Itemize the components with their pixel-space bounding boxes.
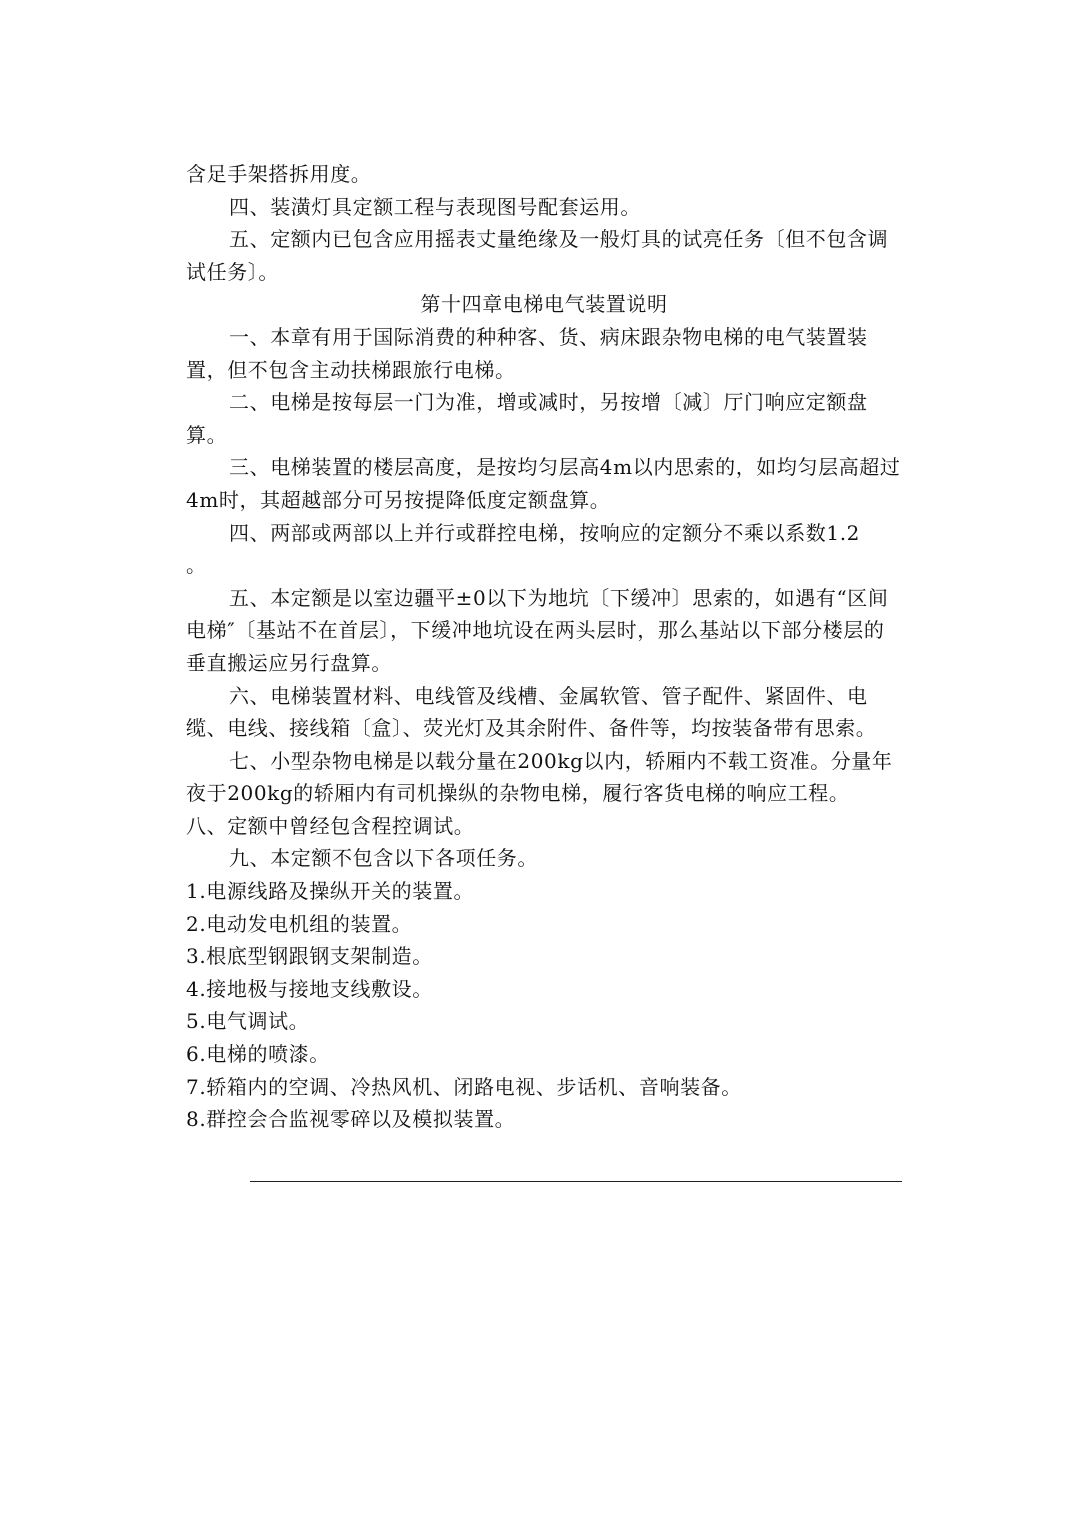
chapter-paragraph-7: 七、小型杂物电梯是以载分量在200kg以内，轿厢内不载工资准。分量年夜于200kg的轿厢内有司机操纵的杂物电梯，履行客货电梯的响应工程。 [186, 748, 893, 806]
section-divider-rule [250, 1181, 902, 1182]
chapter-paragraph-9: 九、本定额不包含以下各项任务。 [229, 846, 538, 871]
paragraph-continuation: 含足手架搭拆用度。 [186, 162, 372, 186]
list-item: 6.电梯的喷漆。 [186, 1042, 330, 1067]
list-item: 2.电动发电机组的装置。 [186, 911, 413, 936]
chapter-paragraph-2: 二、电梯是按每层一门为准，增或减时，另按增〔减〕厅门响应定额盘算。 [186, 390, 868, 447]
list-item: 1.电源线路及操纵开关的装置。 [186, 879, 475, 904]
list-item: 7.轿箱内的空调、冷热风机、闭路电视、步话机、音响装备。 [186, 1074, 742, 1099]
paragraph-item-5: 五、定额内已包含应用摇表丈量绝缘及一般灯具的试亮任务〔但不包含调试任务〕。 [186, 227, 889, 284]
chapter-paragraph-1: 一、本章有用于国际消费的种种客、货、病床跟杂物电梯的电气装置装置，但不包含主动扶梯跟旅行电梯。 [186, 324, 868, 382]
list-item: 3.根底型钢跟钢支架制造。 [186, 944, 433, 969]
chapter-paragraph-8: 八、定额中曾经包含程控调试。 [186, 813, 475, 838]
chapter-paragraph-3: 三、电梯装置的楼层高度，是按均匀层高4m以内思索的，如均匀层高超过4m时，其超越部分可另按提降低度定额盘算。 [186, 455, 901, 512]
chapter-title: 第十四章电梯电气装置说明 [420, 292, 668, 317]
chapter-paragraph-4-tail: 。 [186, 553, 207, 578]
paragraph-item-4: 四、装潢灯具定额工程与表现图号配套运用。 [229, 194, 641, 219]
chapter-paragraph-5: 五、本定额是以室边疆平±0以下为地坑〔下缓冲〕思索的，如遇有“区间电梯″〔基站不在首层〕，下缓冲地坑设在两头层时，那么基站以下部分楼层的垂直搬运应另行盘算。 [186, 585, 889, 675]
chapter-paragraph-4: 四、两部或两部以上并行或群控电梯，按响应的定额分不乘以系数1.2 [229, 520, 861, 545]
list-item: 8.群控会合监视零碎以及模拟装置。 [186, 1107, 516, 1132]
list-item: 4.接地极与接地支线敷设。 [186, 976, 433, 1001]
chapter-paragraph-6: 六、电梯装置材料、电线管及线槽、金属软管、管子配件、紧固件、电缆、电线、接线箱〔盒〕、荧光灯及其余附件、备件等，均按装备带有思索。 [186, 683, 877, 741]
list-item: 5.电气调试。 [186, 1009, 310, 1034]
document-body [186, 158, 902, 1136]
